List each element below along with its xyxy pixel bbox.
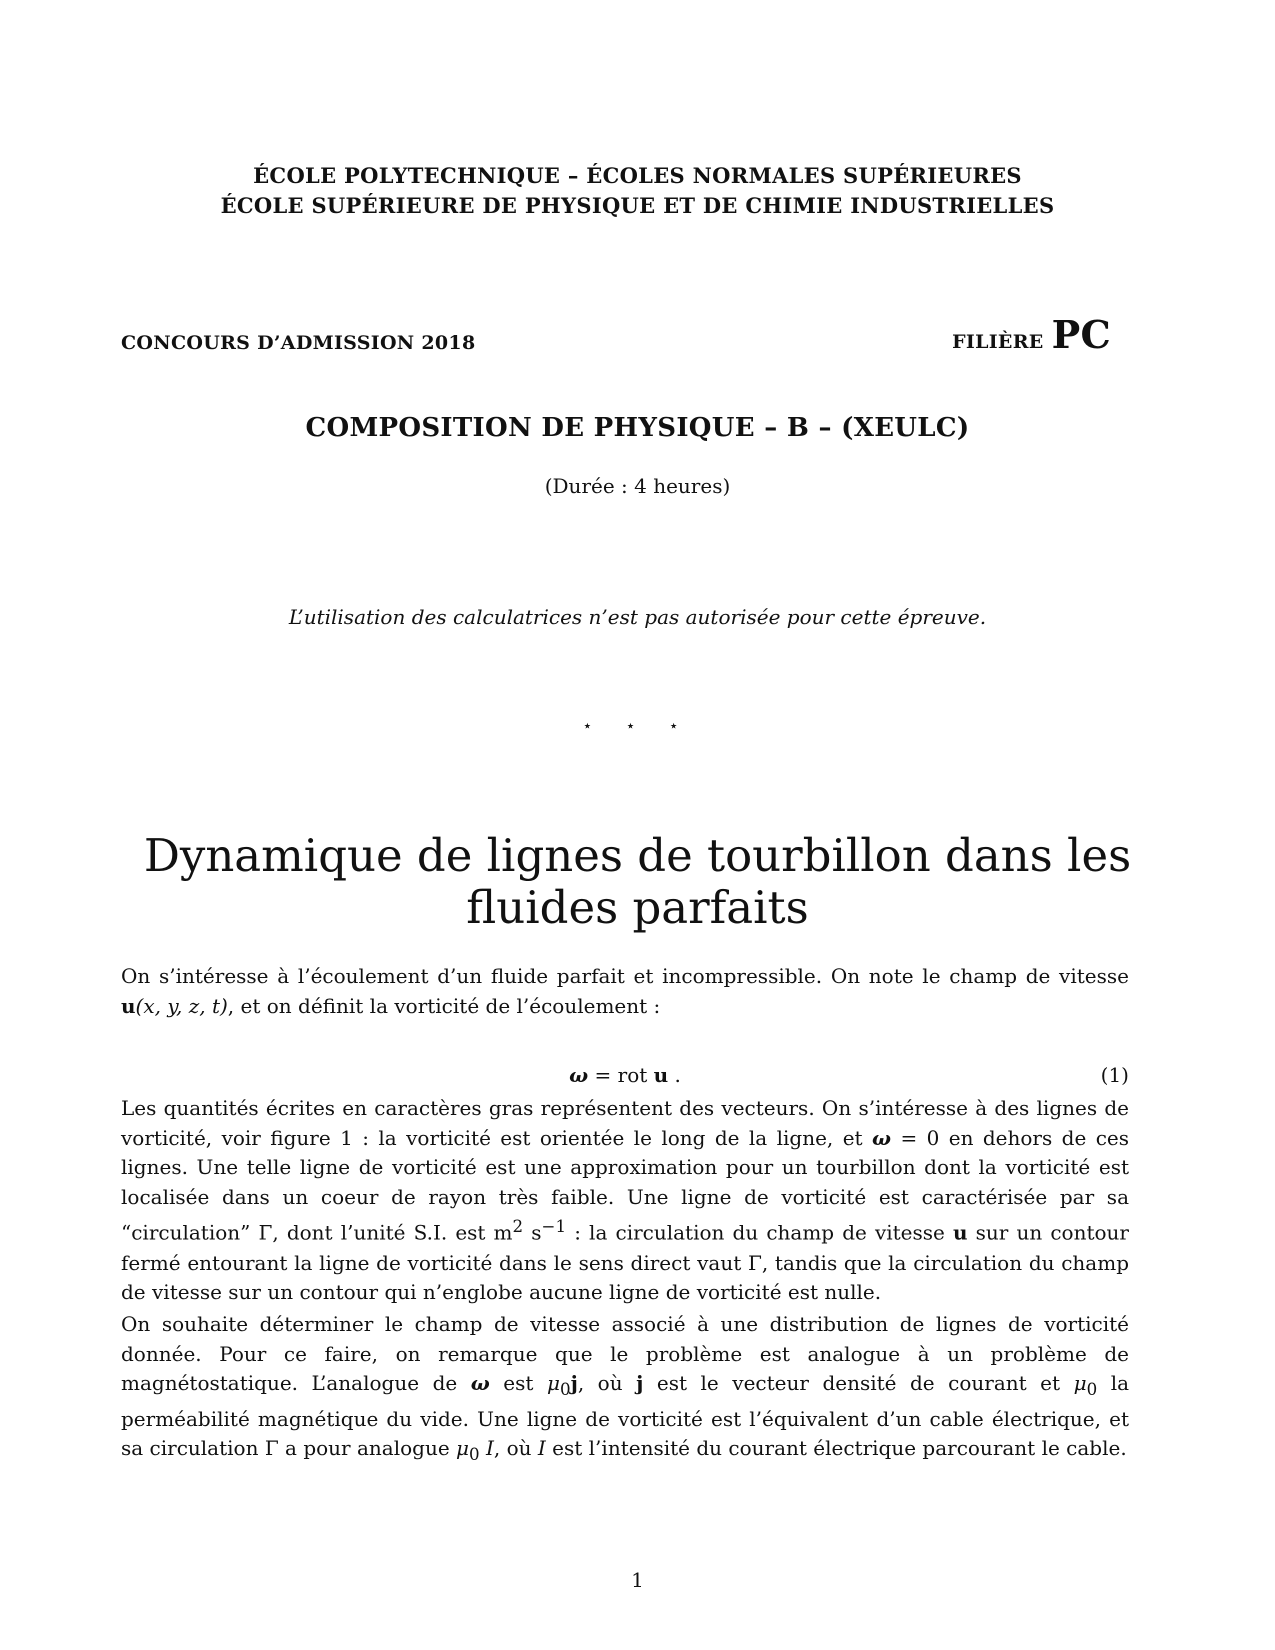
p2-text-5: sur un contour fermé entourant la ligne de vorticité dans le sens direct vaut Γ, tandis que la circulation du champ de vitesse sur un contour qui n’englobe aucune ligne de vorticité est nulle.: [121, 1221, 1129, 1305]
eq-u: u: [653, 1063, 669, 1087]
p1-u-vector: u: [121, 993, 136, 1018]
p3-sub-0-2: 0: [1086, 1380, 1098, 1400]
p3-text-5: la perméabilité magnétique du vide. Une ligne de vorticité est l’équivalent d’un cable électrique, et sa circulation Γ a pour analogue: [121, 1371, 1130, 1461]
title-line-2: fluides parfaits: [466, 881, 809, 934]
school-line-1: ÉCOLE POLYTECHNIQUE – ÉCOLES NORMALES SUPÉRIEURES: [253, 163, 1022, 188]
equation-1: [121, 1063, 1129, 1087]
p3-I: I: [486, 1436, 494, 1461]
filiere: [952, 312, 1111, 357]
paragraph-1: [121, 962, 1129, 1021]
p3-j: j: [570, 1371, 578, 1396]
p2-sup-1: 2: [512, 1217, 524, 1237]
p3-text-4: est le vecteur densité de courant et: [643, 1371, 1074, 1396]
p3-I-2: I: [537, 1436, 546, 1461]
p3-mu-3: μ: [456, 1436, 470, 1461]
filiere-value: PC: [1051, 312, 1111, 357]
p2-text-1: Les quantités écrites en caractères gras représentent des vecteurs. On s’intéresse à des lignes de vorticité, voir figure 1 : la vorticité est orientée le long de la ligne, et: [121, 1096, 1129, 1150]
composition-title: COMPOSITION DE PHYSIQUE – B – (XEULC): [305, 413, 970, 443]
p3-sub-0: 0: [559, 1380, 571, 1400]
p3-text-7: est l’intensité du courant électrique parcourant le cable.: [545, 1436, 1127, 1461]
p2-omega: ω: [871, 1125, 892, 1150]
p2-text-2: = 0 en dehors de ces lignes. Une telle ligne de vorticité est une approximation pour un tourbillon dont la vorticité est localisée dans un coeur de rayon très faible. Une ligne de vorticité est caractérisée par sa “circulation” Γ, dont l’unité S.I. est m: [121, 1125, 1129, 1246]
eq-end: .: [668, 1063, 681, 1087]
equation-1-body: [121, 1063, 1129, 1087]
paragraph-2: [121, 1094, 1129, 1308]
p3-text-3: , où: [577, 1371, 637, 1396]
p3-sub-0-3: 0: [469, 1445, 480, 1465]
p3-text-1: On souhaite déterminer le champ de vitesse associé à une distribution de lignes de vorticité donnée. Pour ce faire, on remarque que le problème est analogue à un problème de magnétostatique. L’analogue de: [121, 1312, 1129, 1396]
concours-label: CONCOURS D’ADMISSION 2018: [121, 332, 476, 354]
p1-args: (x, y, z, t): [135, 993, 228, 1018]
equation-number: (1): [1100, 1063, 1129, 1087]
p3-j-2: j: [636, 1371, 644, 1396]
p3-omega: ω: [470, 1371, 490, 1396]
paragraph-3: [121, 1310, 1129, 1470]
eq-omega: ω: [569, 1063, 589, 1087]
p2-text-4: : la circulation du champ de vitesse: [566, 1221, 953, 1246]
calculator-notice: L’utilisation des calculatrices n’est pas autorisée pour cette épreuve.: [288, 605, 987, 629]
document-title: [100, 830, 1175, 934]
school-line-2: ÉCOLE SUPÉRIEURE DE PHYSIQUE ET DE CHIMIE INDUSTRIELLES: [220, 193, 1055, 218]
page-number: 1: [631, 1568, 644, 1592]
p1-text-1: On s’intéresse à l’écoulement d’un fluide parfait et incompressible. On note le champ de vitesse: [121, 964, 1129, 988]
p2-sup-2: −1: [541, 1217, 567, 1237]
duration: (Durée : 4 heures): [544, 474, 731, 498]
p3-text-2: est: [489, 1371, 547, 1396]
separator-stars: ⋆ ⋆ ⋆: [582, 716, 693, 735]
p3-mu: μ: [546, 1371, 560, 1396]
p1-text-2: , et on définit la vorticité de l’écoulement :: [227, 993, 661, 1018]
filiere-label: FILIÈRE: [952, 331, 1044, 353]
title-line-1: Dynamique de lignes de tourbillon dans les: [143, 829, 1132, 882]
eq-rhs: = rot: [588, 1063, 654, 1087]
p3-mu-2: μ: [1073, 1371, 1087, 1396]
p2-text-3: s: [523, 1221, 542, 1246]
p2-u-vector: u: [953, 1221, 968, 1246]
p3-text-6: , où: [493, 1436, 538, 1461]
